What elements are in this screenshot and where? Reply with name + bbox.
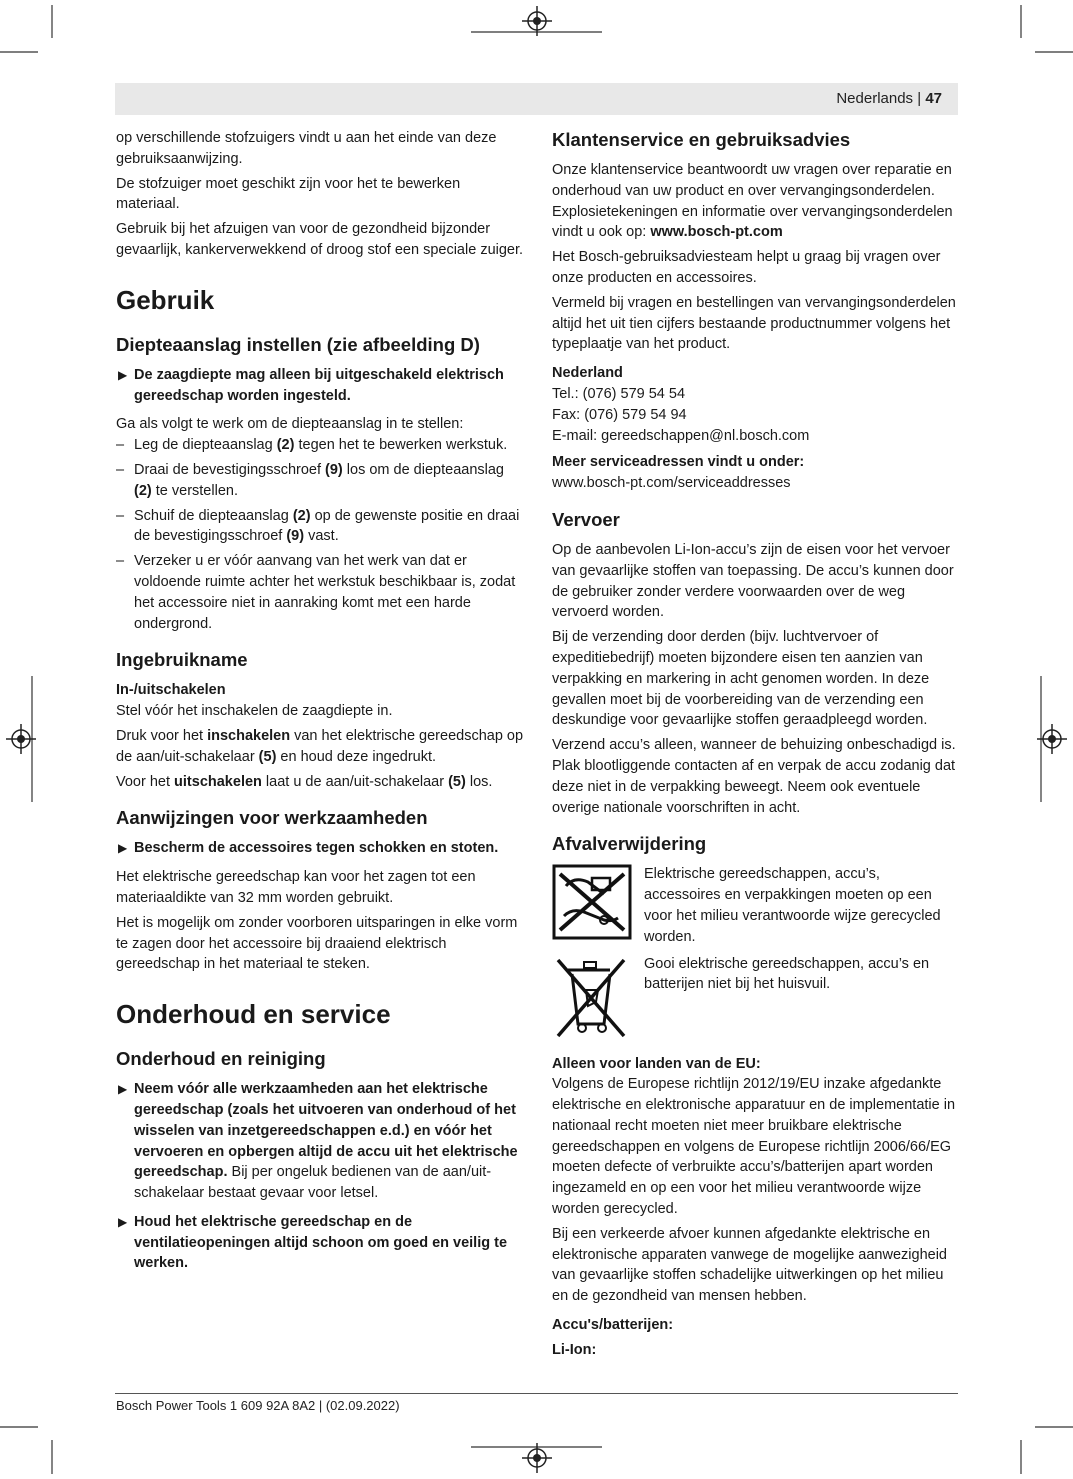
service-url[interactable]: www.bosch-pt.com/serviceaddresses <box>552 475 791 492</box>
paragraph: Op de aanbevolen Li-Ion-accu’s zijn de eisen voor het vervoer van gevaarlijke stoffen van toepassing. De accu’s kunnen door de gebruiker zonder verdere voorwaarden over de weg vervoerd worden. <box>552 541 954 621</box>
text: van het elektrische gereedschap op de aan/uit-schakelaar <box>116 727 524 765</box>
paragraph <box>116 726 524 768</box>
triangle-bullet-icon: ▶ <box>118 1214 128 1229</box>
paragraph: Het elektrische gereedschap kan voor het zagen tot een materiaaldikte van 32 mm worden gebruikt. <box>116 869 476 906</box>
left-column <box>116 128 524 1282</box>
warning-text: De zaagdiepte mag alleen bij uitgeschakeld elektrisch gereedschap worden ingesteld. <box>134 366 504 404</box>
paragraph <box>552 160 958 243</box>
step-text: Draai de bevestigingsschroef <box>134 461 326 478</box>
text: Druk voor het <box>116 727 208 744</box>
section-title-onderhoud: Onderhoud en service <box>116 999 391 1030</box>
heading-nederland: Nederland <box>552 365 623 382</box>
warning-text: Bescherm de accessoires tegen schokken en stoten. <box>134 840 499 857</box>
contact-fax: Fax: (076) 579 54 94 <box>552 406 687 423</box>
header-separator: | <box>917 90 922 107</box>
heading-in-uitschakelen: In-/uitschakelen <box>116 682 226 699</box>
intro-paragraph: De stofzuiger moet geschikt zijn voor het te bewerken materiaal. <box>116 175 461 213</box>
triangle-bullet-icon: ▶ <box>118 367 128 382</box>
paragraph: Volgens de Europese richtlijn 2012/19/EU inzake afgedankte elektrische en elektronische apparatuur en de implementatie in nationaal recht moeten niet meer bruikbare elektrische gereedschappen en volgens de Europese richtlijn 2006/66/EG moeten defecte of verbruikte accu’s/batterijen apart worden ingezameld en op een voor het milieu verantwoorde wijze worden gerecycled. <box>552 1076 956 1218</box>
disposal-item <box>552 954 958 1040</box>
heading-meer-serviceadressen: Meer serviceadressen vindt u onder: <box>552 454 805 471</box>
paragraph: Het Bosch-gebruiksadviesteam helpt u graag bij vragen over onze producten en accessoires. <box>552 249 941 286</box>
step-text: los om de diepteaanslag <box>342 461 504 478</box>
heading-vervoer: Vervoer <box>552 508 620 530</box>
warning-item <box>116 1212 524 1274</box>
step-item: – Draai de bevestigingsschroef (9) los om de diepteaanslag (2) te verstellen. <box>116 461 504 499</box>
ref-number: (9) <box>325 461 343 478</box>
ref-number: (5) <box>258 748 277 765</box>
footer-rule <box>115 1393 958 1394</box>
disposal-item <box>552 864 958 947</box>
heading-klantenservice: Klantenservice en gebruiksadvies <box>552 129 851 150</box>
heading-reiniging: Onderhoud en reiniging <box>116 1048 326 1070</box>
step-text: op de gewenste positie en draai de bevestigingsschroef <box>134 507 520 545</box>
bold-text: uitschakelen <box>174 773 262 790</box>
heading-accus-batterijen: Accu's/batterijen: <box>552 1317 674 1334</box>
paragraph: Elektrische gereedschappen, accu’s, accessoires en verpakkingen moeten op een voor het milieu verantwoorde wijze gerecycled worden. <box>644 866 941 945</box>
warning-text-rest: Bij per ongeluk bedienen van de aan/uit-schakelaar bestaat gevaar voor letsel. <box>134 1164 492 1202</box>
text: en houd deze ingedrukt. <box>276 748 437 765</box>
paragraph: Gooi elektrische gereedschappen, accu’s en batterijen niet bij het huisvuil. <box>644 955 930 993</box>
website-link[interactable]: www.bosch-pt.com <box>650 224 783 241</box>
intro-paragraph: Gebruik bij het afzuigen van voor de gezondheid bijzonder gevaarlijk, kankerverwekkend of droog stof een speciale zuiger. <box>116 221 524 258</box>
paragraph: Bij een verkeerde afvoer kunnen afgedankte elektrische en elektronische apparaten vanwege de mogelijke aanwezigheid van gevaarlijke stoffen schadelijke uitwerkingen op het milieu en de gezondheid van mensen hebben. <box>552 1225 947 1305</box>
triangle-bullet-icon: ▶ <box>118 841 128 856</box>
warning-item <box>116 1079 524 1204</box>
step-text: tegen het te bewerken werkstuk. <box>294 437 508 454</box>
heading-eu: Alleen voor landen van de EU: <box>552 1055 761 1072</box>
step-item: – Leg de diepteaanslag (2) tegen het te bewerken werkstuk. <box>116 437 508 454</box>
page-footer: Bosch Power Tools 1 609 92A 8A2 | (02.09.2022) <box>116 1398 400 1413</box>
heading-aanwijzingen: Aanwijzingen voor werkzaamheden <box>116 807 428 829</box>
warning-text: Neem vóór alle werkzaamheden aan het elektrische gereedschap (zoals het uitvoeren van onderhoud of het wisselen van inzetgereedschappen e.d.) en vóór het vervoeren en opbergen altijd de accu uit het elektrische gereedschap. <box>134 1081 518 1181</box>
header-text <box>836 90 942 107</box>
paragraph: Verzend accu’s alleen, wanneer de behuizing onbeschadigd is. Plak blootliggende contacten af en verpak de accu zodanig dat deze niet in de verpakking beweegt. Neem ook eventuele overige nationale voorschriften in acht. <box>552 737 956 816</box>
text: Voor het <box>116 773 175 790</box>
ref-number: (9) <box>286 528 305 545</box>
text: laat u de aan/uit-schakelaar <box>261 773 449 790</box>
warning-item <box>116 365 524 407</box>
page-header <box>115 83 958 115</box>
warning-text: Houd het elektrische gereedschap en de ventilatieopeningen altijd schoon om goed en veilig te werken. <box>134 1213 508 1272</box>
heading-li-ion: Li-Ion: <box>552 1341 597 1358</box>
ref-number: (2) <box>134 482 152 499</box>
ref-number: (2) <box>276 437 295 454</box>
paragraph: Ga als volgt te werk om de diepteaanslag in te stellen: <box>116 416 464 433</box>
paragraph: Stel vóór het inschakelen de zaagdiepte in. <box>116 703 393 720</box>
page-number: 47 <box>925 90 942 107</box>
step-text: Leg de diepteaanslag <box>134 437 277 454</box>
paragraph <box>116 772 524 793</box>
paragraph: Bij de verzending door derden (bijv. luchtvervoer of expeditiebedrijf) moeten bijzondere eisen ten aanzien van verpakking en markering in acht genomen worden. In deze gevallen moet bij de voorbereiding van de verzending een deskundige voor gevaarlijke stoffen geraadpleegd worden. <box>552 629 930 729</box>
ref-number: (2) <box>292 507 311 524</box>
heading-diepteaanslag: Diepteaanslag instellen (zie afbeelding D) <box>116 333 480 355</box>
step-text: Schuif de diepteaanslag <box>134 507 293 524</box>
triangle-bullet-icon: ▶ <box>118 1082 128 1097</box>
text: los. <box>465 773 493 790</box>
intro-paragraph: op verschillende stofzuigers vindt u aan het einde van deze gebruiksaanwijzing. <box>116 130 497 167</box>
step-text: vast. <box>304 528 339 545</box>
step-text: te verstellen. <box>151 482 238 499</box>
step-text: Verzeker u er vóór aanvang van het werk van dat er voldoende ruimte achter het werkstuk beschikbaar is, zodat het accessoire niet in aanraking komt met een harde ondergrond. <box>134 553 516 632</box>
heading-afvalverwijdering: Afvalverwijdering <box>552 833 707 855</box>
step-item: – Schuif de diepteaanslag (2) op de gewenste positie en draai de bevestigingsschroef (9) vast. <box>116 507 520 545</box>
no-household-waste-tools-icon <box>552 864 632 940</box>
paragraph: Het is mogelijk om zonder voorboren uitsparingen in elke vorm te zagen door het accessoire bij draaiend elektrisch gereedschap in het materiaal te steken. <box>116 914 518 973</box>
right-column <box>552 128 958 1361</box>
paragraph: Vermeld bij vragen en bestellingen van vervangingsonderdelen altijd het uit tien cijfers bestaande productnummer volgens het typeplaatje van het product. <box>552 294 956 353</box>
step-item: – Verzeker u er vóór aanvang van het werk van dat er voldoende ruimte achter het werkstuk beschikbaar is, zodat het accessoire niet in aanraking komt met een harde ondergrond. <box>116 553 516 632</box>
contact-email[interactable]: E-mail: gereedschappen@nl.bosch.com <box>552 427 810 444</box>
contact-tel: Tel.: (076) 579 54 54 <box>552 385 686 402</box>
heading-ingebruikname: Ingebruikname <box>116 649 248 671</box>
section-title-gebruik: Gebruik <box>116 284 215 315</box>
warning-item <box>116 838 524 859</box>
crossed-out-wheelie-bin-icon <box>552 954 632 1040</box>
header-language: Nederlands <box>836 90 914 107</box>
text: Onze klantenservice beantwoordt uw vragen over reparatie en onderhoud van uw product en over vervangingsonderdelen. Explosietekeningen en informatie over vervangingsonderdelen vindt u ook op: <box>552 162 953 241</box>
bold-text: inschakelen <box>207 727 291 744</box>
ref-number: (5) <box>448 773 466 790</box>
